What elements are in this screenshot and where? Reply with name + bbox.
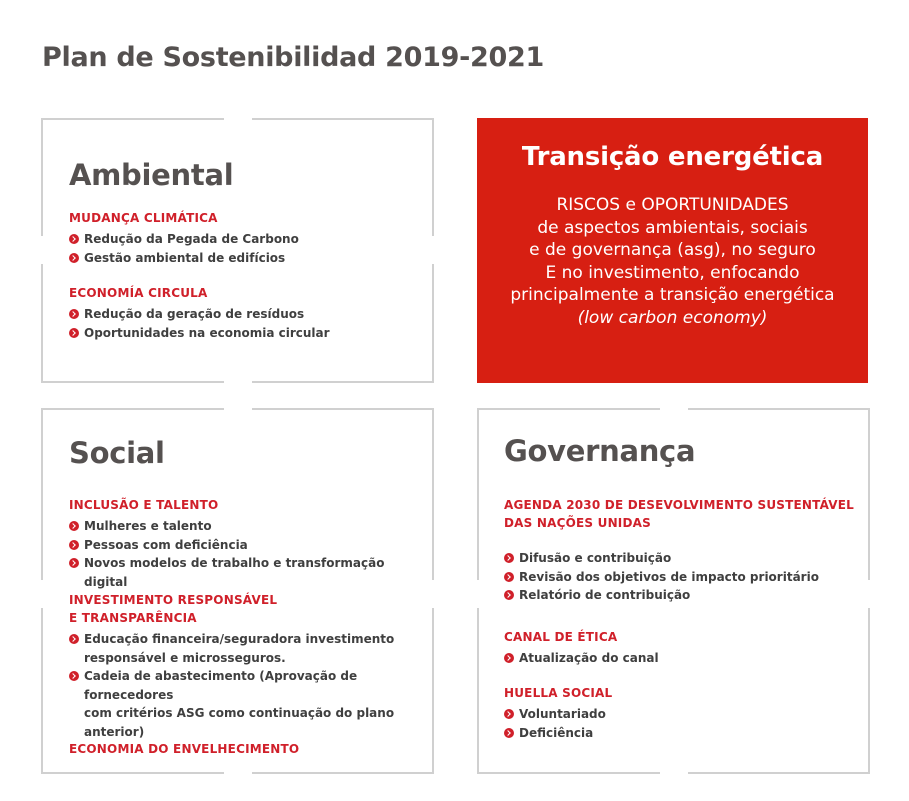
- ambiental-heading: Ambiental: [69, 158, 234, 192]
- transicao-description: [477, 194, 868, 329]
- governanca-section-etica: [504, 628, 864, 668]
- social-heading: Social: [69, 436, 165, 470]
- arrow-right-icon: [504, 572, 514, 582]
- list-item: Revisão dos objetivos de impacto prioritário: [504, 568, 854, 587]
- section-title: AGENDA 2030 DE DESEVOLVIMENTO SUSTENTÁVEL DAS NAÇÕES UNIDAS: [504, 498, 854, 530]
- list-item: Redução da geração de resíduos: [69, 305, 429, 324]
- list-item: Educação financeira/seguradora investimento responsável e microsseguros.: [69, 630, 429, 667]
- frame-gap: [39, 580, 45, 608]
- arrow-right-icon: [69, 328, 79, 338]
- arrow-right-icon: [69, 253, 79, 263]
- section-title: INCLUSÃO E TALENTO: [69, 498, 219, 512]
- arrow-right-icon: [69, 540, 79, 550]
- list-item: Difusão e contribuição: [504, 549, 854, 568]
- governanca-heading: Governança: [504, 434, 696, 468]
- arrow-right-icon: [504, 653, 514, 663]
- section-title: CANAL DE ÉTICA: [504, 630, 618, 644]
- social-section-inclusao: [69, 496, 429, 591]
- governanca-section-agenda: [504, 496, 854, 605]
- section-title: HUELLA SOCIAL: [504, 686, 613, 700]
- transicao-line: principalmente a transição energética: [510, 285, 835, 305]
- transicao-line: RISCOS e OPORTUNIDADES: [556, 195, 789, 215]
- frame-gap: [224, 116, 252, 122]
- ambiental-section-clima: [69, 209, 429, 267]
- arrow-right-icon: [504, 590, 514, 600]
- transicao-line: de aspectos ambientais, sociais: [537, 217, 808, 238]
- transicao-line: (low carbon economy): [577, 307, 768, 328]
- frame-gap: [432, 236, 438, 264]
- social-section-envelhecimento: [69, 740, 429, 758]
- transicao-panel: [477, 118, 868, 383]
- frame-gap: [432, 580, 438, 608]
- frame-gap: [39, 236, 45, 264]
- section-title: ECONOMIA DO ENVELHECIMENTO: [69, 742, 300, 756]
- frame-gap: [224, 380, 252, 386]
- frame-gap: [224, 771, 252, 777]
- list-item: Gestão ambiental de edifícios: [69, 249, 429, 268]
- social-panel: [41, 408, 434, 774]
- arrow-right-icon: [69, 634, 79, 644]
- section-title: ECONOMÍA CIRCULA: [69, 286, 208, 300]
- frame-gap: [475, 580, 481, 608]
- arrow-right-icon: [69, 521, 79, 531]
- frame-gap: [660, 771, 688, 777]
- list-item: Redução da Pegada de Carbono: [69, 230, 429, 249]
- transicao-line: E no investimento, enfocando: [545, 262, 800, 283]
- frame-gap: [868, 580, 874, 608]
- arrow-right-icon: [69, 309, 79, 319]
- page-title: Plan de Sostenibilidad 2019-2021: [42, 42, 544, 73]
- list-item: Cadeia de abastecimento (Aprovação de fornecedores com critérios ASG como continuação do plano anterior): [69, 667, 429, 741]
- arrow-right-icon: [69, 558, 79, 568]
- frame-gap: [660, 406, 688, 412]
- list-item: Oportunidades na economia circular: [69, 324, 429, 343]
- list-item: Mulheres e talento: [69, 517, 429, 536]
- list-item: Deficiência: [504, 724, 864, 743]
- arrow-right-icon: [504, 709, 514, 719]
- list-item: Relatório de contribuição: [504, 586, 854, 605]
- arrow-right-icon: [504, 728, 514, 738]
- arrow-right-icon: [69, 234, 79, 244]
- frame-gap: [224, 406, 252, 412]
- section-title: INVESTIMENTO RESPONSÁVEL E TRANSPARÊNCIA: [69, 593, 278, 625]
- ambiental-panel: [41, 118, 434, 383]
- governanca-panel: [477, 408, 870, 774]
- ambiental-section-circular: [69, 284, 429, 342]
- list-item: Pessoas com deficiência: [69, 536, 429, 555]
- arrow-right-icon: [504, 553, 514, 563]
- governanca-section-huella: [504, 684, 864, 742]
- social-section-investimento: [69, 591, 429, 741]
- transicao-heading: Transição energética: [521, 142, 824, 172]
- arrow-right-icon: [69, 671, 79, 681]
- list-item: Novos modelos de trabalho e transformação digital: [69, 554, 429, 591]
- section-title: MUDANÇA CLIMÁTICA: [69, 211, 218, 225]
- list-item: Atualização do canal: [504, 649, 864, 668]
- transicao-line: e de governança (asg), no seguro: [529, 240, 816, 260]
- list-item: Voluntariado: [504, 705, 864, 724]
